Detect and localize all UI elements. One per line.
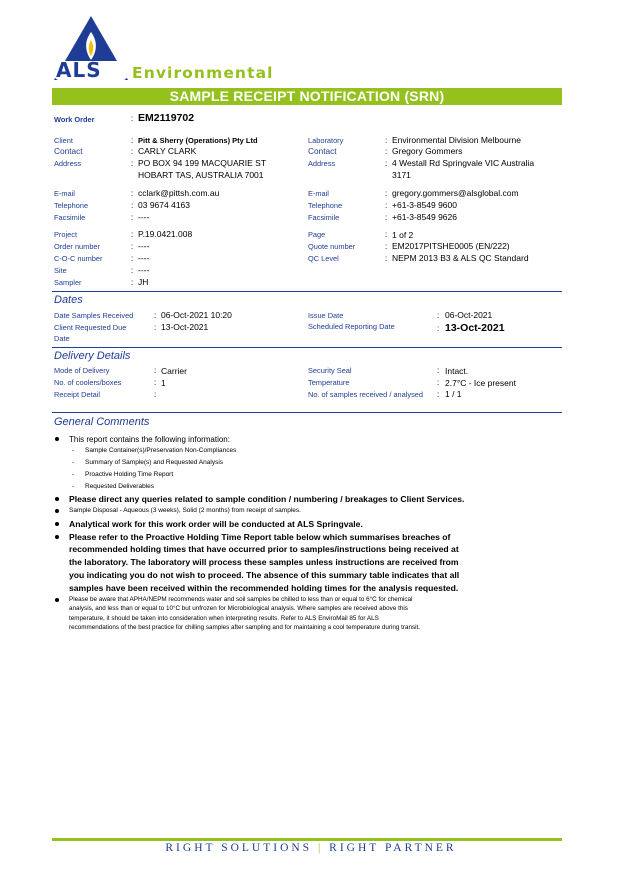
- client-due-value: 13-Oct-2021: [161, 322, 209, 332]
- scheduled-date-label: Scheduled Reporting Date: [308, 322, 395, 331]
- lab-address-label: Address: [308, 159, 336, 168]
- project-label: Project: [54, 230, 78, 239]
- site-label: Site: [54, 266, 67, 275]
- mode-delivery-label: Mode of Delivery: [54, 366, 110, 375]
- qc-level-label: QC Level: [308, 254, 339, 263]
- list-item: This report contains the following information:: [55, 434, 550, 445]
- issue-date-value: 06-Oct-2021: [445, 310, 493, 320]
- coolers-label: No. of coolers/boxes: [54, 378, 122, 387]
- lab-contact-value: Gregory Gommers: [392, 146, 463, 156]
- delivery-title: Delivery Details: [54, 350, 131, 362]
- security-seal-label: Security Seal: [308, 366, 352, 375]
- lab-address-line1: 4 Westall Rd Springvale VIC Australia: [392, 158, 535, 168]
- client-facsimile-value: ----: [138, 212, 150, 222]
- page-title: SAMPLE RECEIPT NOTIFICATION (SRN): [52, 88, 562, 105]
- site-value: ----: [138, 265, 150, 275]
- samples-count-label: No. of samples received / analysed: [308, 390, 424, 399]
- laboratory-value: Environmental Division Melbourne: [392, 135, 521, 145]
- client-contact-value: CARLY CLARK: [138, 146, 197, 156]
- lab-telephone-value: +61-3-8549 9600: [392, 200, 457, 210]
- lab-telephone-label: Telephone: [308, 201, 343, 210]
- als-logo: [50, 14, 300, 84]
- section-divider: [52, 412, 562, 413]
- bullet-icon: [55, 598, 59, 602]
- samples-count-value: 1 / 1: [445, 389, 462, 399]
- bullet-icon: [55, 535, 59, 539]
- list-subitem: - Sample Container(s)/Preservation Non-Compliances: [72, 447, 237, 454]
- sampler-label: Sampler: [54, 278, 82, 287]
- date-received-value: 06-Oct-2021 10:20: [161, 310, 232, 320]
- temperature-value: 2.7°C - Ice present: [445, 378, 516, 388]
- quote-number-label: Quote number: [308, 242, 356, 251]
- coolers-value: 1: [161, 378, 166, 388]
- footer-tagline: RIGHT SOLUTIONS | RIGHT PARTNER: [165, 842, 457, 854]
- logo-environmental-text: Environmental: [132, 64, 274, 82]
- order-number-value: ----: [138, 241, 150, 251]
- general-comments-title: General Comments: [54, 416, 150, 428]
- page-label: Page: [308, 230, 326, 239]
- client-due-label-cont: Date: [54, 334, 70, 343]
- client-contact-label: Contact: [54, 146, 83, 156]
- list-subitem: - Requested Deliverables: [72, 483, 155, 490]
- work-order-label: Work Order: [54, 115, 95, 124]
- client-facsimile-label: Facsimile: [54, 213, 86, 222]
- list-item: Please direct any queries related to sample condition / numbering / breakages to Client Services.: [55, 493, 550, 506]
- client-value: Pitt & Sherry (Operations) Pty Ltd: [138, 136, 258, 145]
- dates-title: Dates: [54, 294, 83, 306]
- footer-divider: [52, 838, 562, 841]
- list-item: Sample Disposal - Aqueous (3 weeks), Solid (2 months) from receipt of samples.: [55, 506, 550, 516]
- client-address-line1: PO BOX 94 199 MACQUARIE ST: [138, 158, 267, 168]
- lab-email-label: E-mail: [308, 189, 329, 198]
- scheduled-date-value: 13-Oct-2021: [445, 322, 505, 334]
- section-divider: [52, 347, 562, 348]
- client-due-label: Client Requested Due: [54, 323, 127, 332]
- lab-facsimile-label: Facsimile: [308, 213, 340, 222]
- client-label: Client: [54, 136, 73, 145]
- list-item: Analytical work for this work order will be conducted at ALS Springvale.: [55, 518, 550, 531]
- client-email-label: E-mail: [54, 189, 75, 198]
- list-subitem: - Summary of Sample(s) and Requested Analysis: [72, 459, 224, 466]
- quote-number-value: EM2017PITSHE0005 (EN/222): [392, 241, 510, 251]
- lab-contact-label: Contact: [308, 146, 337, 156]
- list-subitem: - Proactive Holding Time Report: [72, 471, 174, 478]
- list-item: Please be aware that APHA/NEPM recommends water and soil samples be chilled to less than or equal to 6°C for chemical analysis, and less than or equal to 10°C but unfrozen for Microbiological analysis. Where samples are received above this temperature, it should be taken into consideration when interpreting results. Refer to ALS EnviroMail 85 for ALS recommendations of the best practice for chilling samples after sampling and for maintaining a cool temperature during transit.: [55, 595, 550, 633]
- comments-list: [55, 434, 550, 633]
- coc-number-value: ----: [138, 253, 150, 263]
- issue-date-label: Issue Date: [308, 311, 344, 320]
- lab-facsimile-value: +61-3-8549 9626: [392, 212, 457, 222]
- work-order-value: EM2119702: [138, 112, 195, 124]
- bullet-icon: [55, 509, 59, 513]
- sampler-value: JH: [138, 277, 149, 287]
- date-received-label: Date Samples Received: [54, 311, 134, 320]
- temperature-label: Temperature: [308, 378, 350, 387]
- page-value: 1 of 2: [392, 230, 414, 240]
- laboratory-label: Laboratory: [308, 136, 344, 145]
- client-address-line2: HOBART TAS, AUSTRALIA 7001: [138, 170, 264, 180]
- receipt-detail-label: Receipt Detail: [54, 390, 101, 399]
- bullet-icon: [55, 437, 59, 441]
- bullet-icon: [55, 497, 59, 501]
- client-telephone-label: Telephone: [54, 201, 89, 210]
- lab-email-value: gregory.gommers@alsglobal.com: [392, 188, 519, 198]
- bullet-icon: [55, 522, 59, 526]
- section-divider: [52, 291, 562, 292]
- qc-level-value: NEPM 2013 B3 & ALS QC Standard: [392, 253, 529, 263]
- security-seal-value: Intact.: [445, 366, 469, 376]
- client-address-label: Address: [54, 159, 82, 168]
- client-email-value: cclark@pittsh.com.au: [138, 188, 220, 198]
- order-number-label: Order number: [54, 242, 101, 251]
- client-telephone-value: 03 9674 4163: [138, 200, 190, 210]
- project-value: P.19.0421.008: [138, 229, 193, 239]
- mode-delivery-value: Carrier: [161, 366, 187, 376]
- coc-number-label: C-O-C number: [54, 254, 103, 263]
- lab-address-line2: 3171: [392, 170, 411, 180]
- list-item: Please refer to the Proactive Holding Time Report table below which summarises breaches of recommended holding times that have occurred prior to samples/instructions being received at the laboratory. The laboratory will process these samples unless instructions are received from you indicating you do not wish to proceed. The absence of this summary table indicates that all samples have been received within the recommended holding times for the analysis requested.: [55, 531, 550, 595]
- logo-als-text: ALS: [56, 58, 102, 82]
